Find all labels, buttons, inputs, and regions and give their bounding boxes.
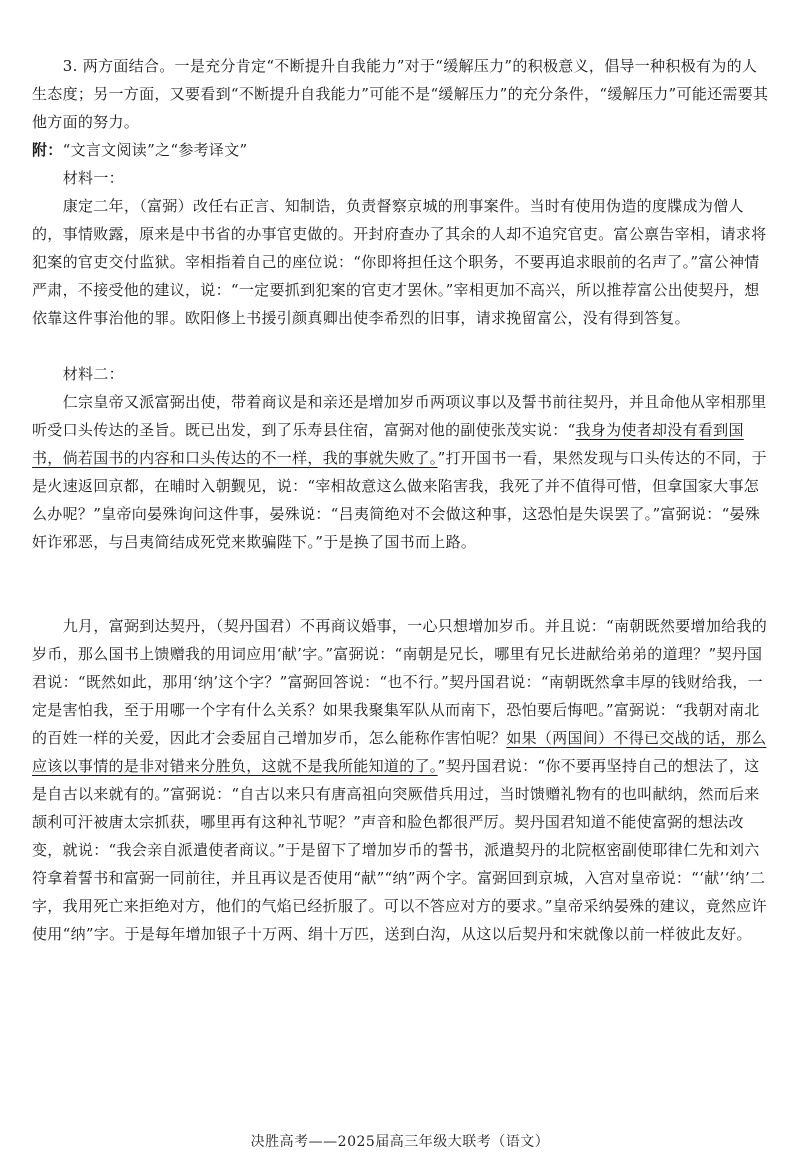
material-2-label: 材料二： — [62, 365, 124, 383]
material-2-paragraph-2 — [32, 612, 772, 948]
paragraph-text: 仁宗皇帝又派富弼出使，带着商议是和亲还是增加岁币两项议事以及誓书前往契丹，并且命他从宰相那里听受口头传达的圣旨。既已出发，到了乐寿县住宿，富弼对他的副使张茂实说：“ — [32, 393, 767, 439]
material-1-label: 材料一： — [62, 169, 124, 187]
paragraph-text: ”契丹国君说：“你不要再坚持自己的想法了，这是自古以来就有的。”富弼说：“自古以来只有唐高祖向突厥借兵用过，当时馈赠礼物有的也叫献纳，然而后来颉利可汗被唐太宗抓获，哪里再有这种礼节呢？”声音和脸色都很严厉。契丹国君知道不能使富弼的想法改变，就说：“我会亲自派遣使者商议。”于是留下了增加岁币的誓书，派遣契丹的北院枢密副使耶律仁先和刘六符拿着誓书和富弼一同前往，并且再议是否使用“献”“纳”两个字。富弼回到京城，入宫对皇帝说：“‘献’‘纳’二字，我用死亡来拒绝对方，他们的气焰已经折服了。可以不答应对方的要求。”皇帝采纳晏殊的建议，竟然应许使用“纳”字。于是每年增加银子十万两、绢十万匹，送到白沟，从这以后契丹和宋就像以前一样彼此友好。 — [32, 757, 767, 943]
material-2-paragraph-1 — [32, 388, 772, 556]
paragraph-text: ”打开国书一看，果然发现与口头传达的不同，于是火速返回京都，在晡时入朝觐见，说：“宰相故意这么做来陷害我，我死了并不值得可惜，但拿国家大事怎么办呢？”皇帝向晏殊询问这件事，晏殊说：“吕夷简绝对不会做这种事，这恐怕是失误罢了。”富弼说：“晏殊奸诈邪恶，与吕夷简结成死党来欺骗陛下。”于是换了国书而上路。 — [32, 449, 767, 551]
appendix-title: “文言文阅读”之“参考译文” — [62, 141, 248, 159]
answer-point-3: 3. 两方面结合。一是充分肯定“不断提升自我能力”对于“缓解压力”的积极意义，倡导一种积极有为的人生态度；另一方面，又要看到“不断提升自我能力”可能不是“缓解压力”的充分条件，“缓解压力”可能还需要其他方面的努力。 — [32, 57, 769, 131]
paragraph-text: 九月，富弼到达契丹，（契丹国君）不再商议婚事，一心只想增加岁币。并且说：“南朝既然要增加给我的岁币，那么国书上馈赠我的用词应用‘献’字。”富弼说：“南朝是兄长，哪里有兄长进献给弟弟的道理？”契丹国君说：“既然如此，那用‘纳’这个字？”富弼回答说：“也不行。”契丹国君说：“南朝既然拿丰厚的钱财给我，一定是害怕我，至于用哪一个字有什么关系？如果我聚集军队从而南下，恐怕要后悔吧。”富弼说：“我朝对南北的百姓一样的关爱，因此才会委屈自己增加岁币，怎么能称作害怕呢？ — [32, 617, 768, 747]
underlined-sentence: 我身为使者却没有看到国书，倘若国书的内容和口头传达的不一样，我的事就失败了。 — [32, 421, 744, 467]
material-1-text: 康定二年，（富弼）改任右正言、知制诰，负责督察京城的刑事案件。当时有使用伪造的度牒成为僧人的，事情败露，原来是中书省的办事官吏做的。开封府查办了其余的人却不追究官吏。富公禀告宰相，请求将犯案的官吏交付监狱。宰相指着自己的座位说：“你即将担任这个职务，不要再追求眼前的名声了。”富公神情严肃，不接受他的建议，说：“一定要抓到犯案的官吏才罢休。”宰相更加不高兴，所以推荐富公出使契丹，想依靠这件事治他的罪。欧阳修上书援引颜真卿出使李希烈的旧事，请求挽留富公，没有得到答复。 — [32, 197, 767, 327]
page-footer: 决胜高考——2025届高三年级大联考（语文） — [250, 1134, 550, 1150]
appendix-heading — [32, 136, 772, 164]
appendix-label: 附： — [32, 141, 63, 159]
underlined-sentence: 如果（两国间）不得已交战的话，那么应该以事情的是非对错来分胜负，这就不是我所能知道的了。 — [32, 729, 767, 775]
